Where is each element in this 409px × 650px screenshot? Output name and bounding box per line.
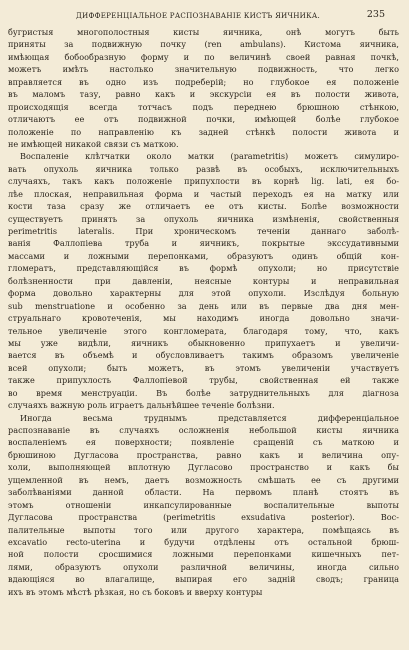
text-line: массами и ложными перепонками, образуютъ одинъ общій кон- xyxy=(8,250,399,261)
text-line: кости таза сразу же отличаетъ ее отъ кисты. Болѣе возможности xyxy=(8,201,399,212)
text-line: происходящія всегда тотчасъ подъ переднею брюшною стѣнкою, xyxy=(8,101,399,112)
text-line: всей опухоли; быть можетъ, въ этомъ увеличеніи участвуетъ xyxy=(8,362,399,373)
text-line: во время менструаціи. Въ болѣе затруднительныхъ для діагноза xyxy=(8,387,399,398)
text-line: холи, выполняющей вплотную Дугласово пространство и какъ бы xyxy=(8,462,399,473)
text-line: этомъ отношеніи инкапсулированные воспалительные выпоты xyxy=(8,499,399,510)
text-line: случаяхъ важную роль играетъ дальнѣйшее теченіе болѣзни. xyxy=(8,400,275,411)
text-line: воспаленіемъ ея поверхности; появленіе сращеній съ маткою и xyxy=(8,437,399,448)
text-line: форма довольно характерны для этой опухоли. Изслѣдуя больную xyxy=(8,288,399,299)
running-title: ДИФФЕРЕНЦІАЛЬНОЕ РАСПОЗНАВАНІЕ КИСТЪ ЯИЧНИКА. xyxy=(76,11,320,20)
text-line: палительные выпоты того или другого характера, помѣщаясь въ xyxy=(8,524,399,535)
text-line: можетъ имѣть настолько значительную подвижность, что легко xyxy=(8,64,399,75)
text-line: ущемленной въ немъ, даетъ возможность смѣшать ее съ другими xyxy=(8,474,399,485)
text-line: Иногда весьма труднымъ представляется дифференціальное xyxy=(20,412,399,423)
text-line: распознаваніе въ случаяхъ осложненія небольшой кисты яичника xyxy=(8,425,399,435)
text-line: бугристыя многополостныя кисты яичника, онѣ могутъ быть xyxy=(8,27,399,37)
text-line: струальнаго кровотеченія, мы находимъ иногда довольно значи- xyxy=(8,313,399,324)
text-line: вправляется въ одно изъ подреберій; но глубокое ея положеніе xyxy=(8,76,399,87)
text-line: ной полости сросшимися ложными перепонками кишечныхъ пет- xyxy=(8,549,399,560)
text-line: вдающіяся во влагалище, выпирая его задній сводъ; граница xyxy=(8,574,399,585)
text-line: случаяхъ, такъ какъ положеніе припухлости въ корнѣ lig. lati, ея бо- xyxy=(8,176,399,187)
text-line: perimetritis lateralis. При хроническомъ теченіи даннаго заболѣ- xyxy=(8,226,399,236)
text-line: Дугласова пространства (perimetritis exsudativa posterior). Вос- xyxy=(8,512,399,523)
paragraph xyxy=(8,150,399,411)
text-line: sub menstruatione и особенно за день или въ первые два дня мен- xyxy=(8,300,399,311)
text-line: приняты за подвижную почку (ren ambulans). Кистома яичника, xyxy=(8,39,399,50)
paragraph xyxy=(8,26,399,150)
text-line: вается въ объемѣ и обусловливаетъ такимъ образомъ увеличеніе xyxy=(8,350,399,361)
body-text xyxy=(8,26,399,598)
text-line: имѣющая бобообразную форму и по величинѣ своей равная почкѣ, xyxy=(8,51,399,62)
text-line: не имѣющей никакой связи съ маткою. xyxy=(8,138,179,149)
text-line: заболѣваніями данной области. На первомъ планѣ стоятъ въ xyxy=(8,487,399,498)
text-line: тельное увеличеніе этого конгломерата, благодаря тому, что, какъ xyxy=(8,325,399,336)
text-line: лѣе плоская, неправильная форма и частый переходъ ея на матку или xyxy=(8,188,399,199)
text-line: отличаютъ ее отъ подвижной почки, имѣющей болѣе глубокое xyxy=(8,114,399,125)
text-line: вать опухоль яичника только развѣ въ особыхъ, исключительныхъ xyxy=(8,163,399,174)
text-line: въ маломъ тазу, равно какъ и экскурсіи ея въ полости живота, xyxy=(8,89,399,100)
text-line: существуетъ принять за опухоль яичника измѣненія, свойственныя xyxy=(8,213,399,224)
text-line: ванія Фаллопіева труба и яичникъ, покрытые экссудативными xyxy=(8,238,399,249)
text-line: гломератъ, представляющійся въ формѣ опухоли; но присутствіе xyxy=(8,263,399,274)
text-line: положеніе по направленію къ задней стѣнкѣ полости живота и xyxy=(8,126,399,137)
text-line: ихъ въ этомъ мѣстѣ рѣзкая, но съ боковъ и вверху контуры xyxy=(8,586,263,597)
text-line: Воспаленіе клѣтчатки около матки (parametritis) можетъ симулиро- xyxy=(20,151,399,162)
text-line: болѣзненности при давленіи, неясные контуры и неправильная xyxy=(8,275,399,286)
text-line: брюшиною Дугласова пространства, равно какъ и величина опу- xyxy=(8,449,399,460)
page-header xyxy=(8,4,399,26)
paragraph xyxy=(8,412,399,599)
page-number: 235 xyxy=(366,9,385,20)
text-line: мы уже видѣли, яичникъ обыкновенно припухаетъ и увеличи- xyxy=(8,337,399,348)
text-line: также припухлость Фаллопіевой трубы, свойственная ей также xyxy=(8,375,399,386)
text-line: excavatio recto-uterina и будучи отдѣлены отъ остальной брюш- xyxy=(8,536,399,547)
text-line: лями, образуютъ опухоли различной величины, иногда сильно xyxy=(8,561,399,572)
